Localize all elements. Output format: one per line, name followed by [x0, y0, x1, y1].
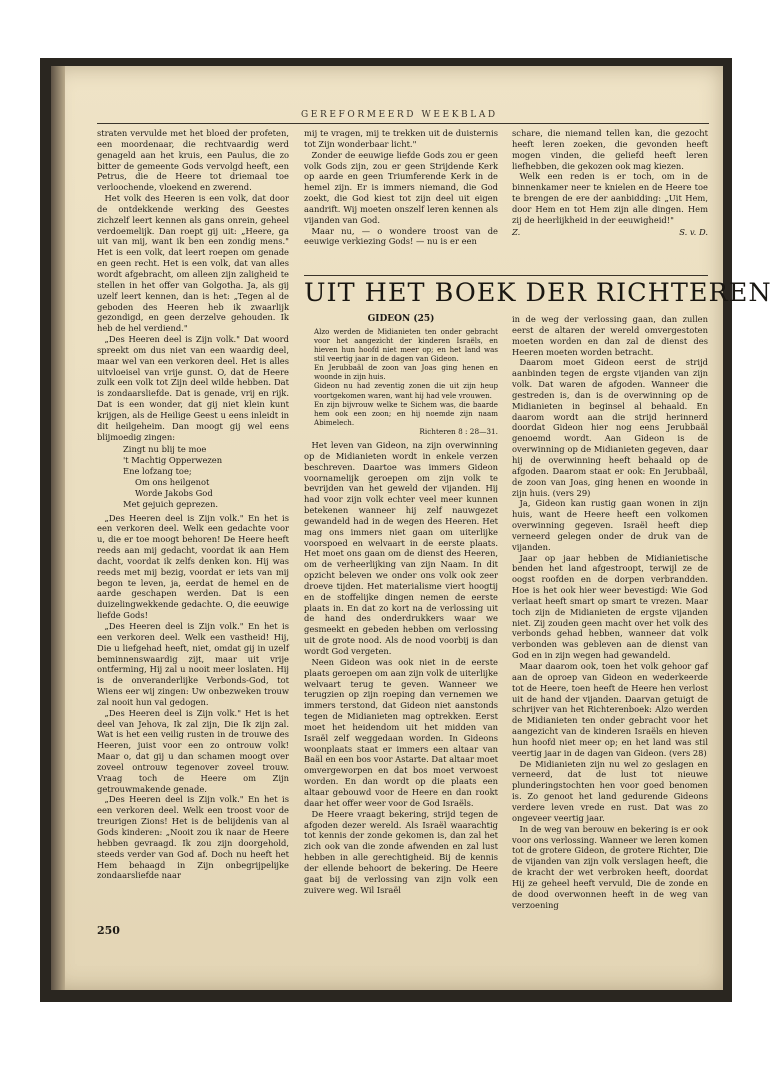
paragraph: mij te vragen, mij te trekken uit de duisternis tot Zijn wonderbaar licht.": [304, 128, 498, 149]
paragraph: Jaar op jaar hebben de Midianietische benden het land afgestroopt, terwijl ze de oogst roofden en de dorpen verbrandden. Hoe is het ook hier weer bevestigd: Wie God verlaat heeft smart op smart te vrezen. Maar toch zijn de Midianieten de ergste vijanden niet. Zij zouden geen macht over het volk des verbonds gehad hebben, wanneer dat volk verbonden was gebleven aan de dienst van God en in zijn wegen had gewandeld.: [512, 552, 708, 661]
poem-line: Zingt nu blij te moe: [123, 444, 207, 455]
paragraph: schare, die niemand tellen kan, die gezocht heeft leren zoeken, die gevonden heeft mogen vinden, die geliefd heeft leren liefhebben, die gekozen ook mag kiezen.: [512, 128, 708, 171]
article-title: UIT HET BOEK DER RICHTEREN: [304, 278, 772, 308]
signature-left: Z.: [512, 226, 521, 237]
paragraph: „Des Heeren deel is Zijn volk." En het is een verkoren deel. Welk een troost voor de treurigen Zions! Het is de belijdenis van al Gods kinderen: „Nooit zou ik naar de Heere hebben gevraagd. Ik zou zijn doorgehold, steeds verder van God af. Doch nu heeft het Hem behaagd in Zijn onbegrijpelijke zondaarsliefde naar: [97, 794, 289, 881]
column-right-top: [512, 128, 708, 237]
paragraph: „Des Heeren deel is Zijn volk." Dat woord spreekt om dus niet van een waardig deel, maar wel van een verkoren deel. Het is alles uitvloeisel van vrije gunst. O, dat de Heere zulk een volk tot Zijn deel wilde hebben. Dat is zondaarsliefde. Dat is genade, vrij en rijk. Dat is een wonder, dat gij niet klein kunt krijgen, als de Heilige Geest u eens inleidt in dit heilgeheim. Dan moogt gij wel eens blijmoedig zingen:: [97, 334, 289, 442]
paragraph: Neen Gideon was ook niet in de eerste plaats geroepen om aan zijn volk de uiterlijke welvaart terug te geven. Wanneer we terugzien op zijn roeping dan vernemen we immers terstond, dat Gideon niet aanstonds tegen de Midianieten mag optrekken. Eerst moet het heidendom uit het midden van Israël zelf weggedaan worden. In Gideons woonplaats staat er immers een altaar van Baäl en een bos voor Astarte. Dat altaar moet omvergeworpen en dat bos moet verwoest worden. En dan wordt op die plaats een altaar gebouwd voor de Heere en dan rookt daar het offer weer voor de God Israëls.: [304, 656, 498, 808]
signature-right: S. v. D.: [679, 226, 708, 237]
poem-line: Om ons heilgenot: [135, 477, 210, 487]
paragraph: „Des Heeren deel is Zijn volk." En het is een verkoren deel. Welk een vastheid! Hij, Die u liefgehad heeft, niet, omdat gij in uzelf beminnenswaardig zijt, maar uit vrije ontferming, Hij zal u nooit meer loslaten. Hij is de onveranderlijke Verbonds-God, tot Wiens eer wij zingen: Uw onbezweken trouw zal nooit hun val gedogen.: [97, 620, 289, 707]
title-rule: [304, 275, 708, 276]
signature: [512, 227, 708, 238]
scripture-quote: [314, 327, 498, 436]
paragraph: Maar nu, — o wondere troost van de eeuwige verkiezing Gods! — nu is er een: [304, 225, 498, 247]
quote-line: En Jerubbaäl de zoon van Joas ging henen en woonde in zijn huis.: [314, 363, 498, 382]
paragraph: straten vervulde met het bloed der profeten, een moordenaar, die rechtvaardig werd genageld aan het kruis, een Paulus, die zo bitter de gemeente Gods vervolgd heeft, een Petrus, die de Heere tot driemaal toe verloochende, vloekend en zwerend.: [97, 128, 289, 193]
paragraph: Ja, Gideon kan rustig gaan wonen in zijn huis, want de Heere heeft een volkomen overwinning gegeven. Israël heeft diep verneerd gelegen onder de druk van de vijanden.: [512, 498, 708, 552]
paragraph: Daarom moet Gideon eerst de strijd aanbinden tegen de ergste vijanden van zijn volk. Dat waren de afgoden. Wanneer die gestreden is, dan is de overwinning op de Midianieten in beginsel al behaald. En daarom wordt aan die strijd herinnerd doordat Gideon hier nog eens Jerubbaäl genoemd wordt. Aan Gideon is de overwinning op de Midianieten gegeven, daar hij de overwinning heeft behaald op de afgoden. Daarom staat er ook: En Jerubbaäl, de zoon van Joas, ging henen en woonde in zijn huis. (vers 29): [512, 357, 708, 498]
paragraph: in de weg der verlossing gaan, dan zullen eerst de altaren der wereld omvergestoten moeten worden en dan zal de dienst des Heeren moeten worden betracht.: [512, 314, 708, 357]
column-middle-bottom: [304, 314, 498, 895]
paragraph: Zonder de eeuwige liefde Gods zou er geen volk Gods zijn, zou er geen Strijdende Kerk op aarde en geen Triumferende Kerk in de hemel zijn. Er is immers niemand, die God zoekt, die God kiest tot zijn deel uit eigen aandrift. Wij moeten onszelf leren kennen als vijanden van God.: [304, 149, 498, 225]
header-rule: [97, 123, 709, 124]
quote-reference: Richteren 8 : 28—31.: [419, 426, 498, 436]
column-left: [97, 128, 289, 881]
paragraph: De Midianieten zijn nu wel zo geslagen en verneerd, dat de lust tot nieuwe plunderingstochten hen voor goed benomen is. Zo genoot het land gedurende Gideons verdere leven vrede en rust. Dat was zo ongeveer veertig jaar.: [512, 758, 708, 823]
running-header: GEREFORMEERD WEEKBLAD: [301, 110, 498, 120]
quote-line: En zijn bijvrouw welke te Sichem was, die baarde hem ook een zoon; en hij noemde zijn naam Abimelech.: [314, 399, 498, 427]
paragraph: Maar daarom ook, toen het volk gehoor gaf aan de oproep van Gideon en wederkeerde tot de Heere, toen heeft de Heere hen verlost uit de hand der vijanden. Daarvan getuigt de schrijver van het Richterenboek: Alzo werden de Midianieten ten onder gebracht voor het aangezicht van de kinderen Israëls en hieven hun hoofd niet meer op; en het land was stil veertig jaar in de dagen van Gideon. (vers 28): [512, 661, 708, 758]
paragraph: Het leven van Gideon, na zijn overwinning op de Midianieten wordt in enkele verzen beschreven. Daartoe was immers Gideon voornamelijk geroepen om zijn volk te bevrijden van het geweld der vijanden. Hij had voor zijn volk echter veel meer kunnen betekenen wanneer hij zelf nauwgezet gewandeld had in de wegen des Heeren. Het mag ons immers niet gaan om uiterlijke voorspoed en welvaart in de eerste plaats. Het moet ons gaan om de dienst des Heeren, om de verheerlijking van zijn Naam. In dit opzicht beleven we onder ons volk ook zeer droeve tijden. Het materialisme viert hoogtij en de stoffelijke dingen nemen de eerste plaats in. En dat zo kort na de verlossing uit de hand des onderdrukkers waar we gesmeekt en gebeden hebben om verlossing uit de grote nood. Als de nood voorbij is dan wordt God vergeten.: [304, 439, 498, 656]
poem-line: Worde Jakobs God: [135, 487, 213, 498]
paragraph: In de weg van berouw en bekering is er ook voor ons verlossing. Wanneer we leren komen tot de grotere Gideon, de grotere Richter, Die de vijanden van zijn volk verslagen heeft, die de kracht der wet verbroken heeft, doordat Hij ze geheel heeft vervuld, Die de zonde en de dood overwonnen heeft in de weg van verzoening: [512, 823, 708, 910]
article-subtitle: GIDEON (25): [367, 314, 435, 324]
poem-line: Met gejuich geprezen.: [123, 498, 218, 509]
page-spine-shadow: [51, 66, 65, 990]
quote-line: Gideon nu had zeventig zonen die uit zijn heup voortgekomen waren, want hij had vele vrouwen.: [314, 381, 498, 400]
paragraph: Welk een reden is er toch, om in de binnenkamer neer te knielen en de Heere toe te brengen de ere der aanbidding: „Uit Hem, door Hem en tot Hem zijn alle dingen. Hem zij de heerlijkheid in der eeuwigheid!": [512, 171, 708, 225]
quote-line: Alzo werden de Midianieten ten onder gebracht voor het aangezicht der kinderen Israëls, en hieven hun hoofd niet meer op; en het land was stil veertig jaar in de dagen van Gideon.: [314, 326, 498, 364]
page-number: 250: [97, 924, 120, 937]
magazine-page: [51, 66, 772, 990]
column-right-bottom: [512, 314, 708, 910]
paragraph: De Heere vraagt bekering, strijd tegen de afgoden dezer wereld. Als Israël waarachtig tot kennis der zonde gekomen is, dan zal het zich ook van die zonde afwenden en zal lust hebben in alle gerechtigheid. Bij de kennis der ellende behoort de bekering. De Heere gaat bij de verlossing van zijn volk een zuivere weg. Wil Israël: [304, 808, 498, 895]
poem-line: Ene lofzang toe;: [123, 466, 192, 477]
column-middle-top: [304, 128, 498, 247]
paragraph: „Des Heeren deel is Zijn volk." Het is het deel van Jehova, Ik zal zijn, Die Ik zijn zal. Wat is het een veilig rusten in de trouwe des Heeren, juist voor een zo ontrouw volk! Maar o, dat gij u dan schamen moogt over zoveel ontrouw tegenover zoveel trouw. Vraag toch de Heere om Zijn getrouwmakende genade.: [97, 707, 289, 794]
paragraph: „Des Heeren deel is Zijn volk." En het is een verkoren deel. Welk een gedachte voor u, die er toe moogt behoren! De Heere heeft reeds aan mij gedacht, voordat ik aan Hem dacht, voordat ik zelfs denken kon. Hij was reeds met mij bezig, voordat er iets van mij begon te leven, ja, eerdat de hemel en de aarde geschapen werden. Dat is een duizelingwekkende gedachte. O, die eeuwige liefde Gods!: [97, 512, 289, 621]
poem: [123, 444, 289, 509]
paragraph: Het volk des Heeren is een volk, dat door de ontdekkende werking des Geestes zichzelf leert kennen als gans onrein, geheel verdoemelijk. Dan roept gij uit: „Heere, ga uit van mij, want ik ben een zondig mens." Het is een volk, dat leert roepen om genade en geen recht. Het is een volk, dat van alles wordt afgebracht, om alleen zijn zaligheid te stellen in het offer van Golgotha. Ja, als gij uzelf leert kennen, dan is het: „Tegen al de geboden des Heeren heb ik zwaarlijk gezondigd, en geen derzelve gehouden. Ik heb de hel verdiend.": [97, 193, 289, 334]
poem-line: 't Machtig Opperwezen: [123, 455, 223, 466]
